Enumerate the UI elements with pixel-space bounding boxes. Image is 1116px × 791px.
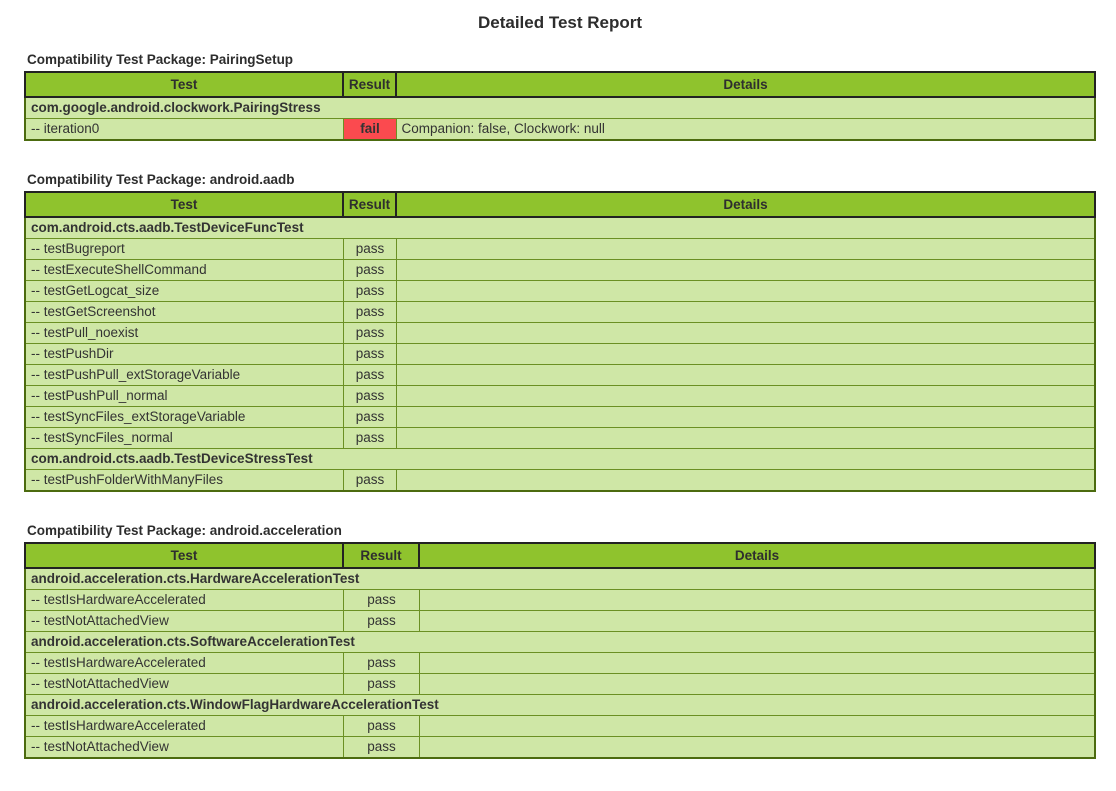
header-row: [25, 543, 1095, 568]
test-row: [25, 386, 1095, 407]
package-block: [24, 172, 1096, 492]
details-cell: [396, 323, 1095, 344]
package-caption: Compatibility Test Package: android.acceleration: [27, 523, 342, 538]
test-name-cell: -- testNotAttachedView: [25, 611, 343, 632]
result-cell: pass: [343, 428, 396, 449]
details-cell: [396, 407, 1095, 428]
details-cell: [419, 611, 1095, 632]
packages-container: [24, 52, 1096, 759]
section-name: android.acceleration.cts.SoftwareAccelerationTest: [25, 632, 1095, 653]
section-name: android.acceleration.cts.HardwareAccelerationTest: [25, 568, 1095, 590]
test-row: [25, 470, 1095, 492]
test-name-cell: -- testSyncFiles_normal: [25, 428, 343, 449]
test-row: [25, 407, 1095, 428]
section-row: [25, 217, 1095, 239]
details-cell: [396, 239, 1095, 260]
test-name-cell: -- testNotAttachedView: [25, 737, 343, 759]
section-name: com.android.cts.aadb.TestDeviceFuncTest: [25, 217, 1095, 239]
details-cell: Companion: false, Clockwork: null: [396, 119, 1095, 141]
details-cell: [396, 470, 1095, 492]
test-row: [25, 737, 1095, 759]
test-name-cell: -- testPushFolderWithManyFiles: [25, 470, 343, 492]
package-block: [24, 52, 1096, 141]
details-cell: [396, 386, 1095, 407]
section-row: [25, 568, 1095, 590]
details-cell: [396, 260, 1095, 281]
test-row: [25, 365, 1095, 386]
results-table: [24, 71, 1096, 141]
header-row: [25, 72, 1095, 97]
section-name: com.android.cts.aadb.TestDeviceStressTest: [25, 449, 1095, 470]
details-cell: [419, 674, 1095, 695]
test-name-cell: -- testSyncFiles_extStorageVariable: [25, 407, 343, 428]
details-cell: [396, 281, 1095, 302]
column-header-result: Result: [343, 72, 396, 97]
result-cell: pass: [343, 323, 396, 344]
section-row: [25, 695, 1095, 716]
result-cell: pass: [343, 653, 419, 674]
result-cell: pass: [343, 365, 396, 386]
details-cell: [396, 302, 1095, 323]
header-row: [25, 192, 1095, 217]
details-cell: [396, 428, 1095, 449]
section-row: [25, 449, 1095, 470]
result-cell: pass: [343, 302, 396, 323]
test-row: [25, 611, 1095, 632]
test-row: [25, 281, 1095, 302]
test-name-cell: -- testNotAttachedView: [25, 674, 343, 695]
test-row: [25, 344, 1095, 365]
details-cell: [419, 590, 1095, 611]
test-row: [25, 119, 1095, 141]
test-name-cell: -- testIsHardwareAccelerated: [25, 716, 343, 737]
results-table: [24, 191, 1096, 492]
package-block: [24, 523, 1096, 759]
result-cell: pass: [343, 737, 419, 759]
result-cell: pass: [343, 674, 419, 695]
test-row: [25, 674, 1095, 695]
test-name-cell: -- testPushPull_extStorageVariable: [25, 365, 343, 386]
test-name-cell: -- testPushDir: [25, 344, 343, 365]
test-row: [25, 653, 1095, 674]
page-title: Detailed Test Report: [477, 13, 643, 32]
package-caption: Compatibility Test Package: PairingSetup: [27, 52, 294, 67]
test-name-cell: -- testBugreport: [25, 239, 343, 260]
details-cell: [396, 365, 1095, 386]
column-header-result: Result: [343, 192, 396, 217]
result-cell: fail: [343, 119, 396, 141]
section-name: com.google.android.clockwork.PairingStress: [25, 97, 1095, 119]
test-row: [25, 260, 1095, 281]
test-name-cell: -- testPull_noexist: [25, 323, 343, 344]
column-header-result: Result: [343, 543, 419, 568]
details-cell: [419, 737, 1095, 759]
details-cell: [396, 344, 1095, 365]
result-cell: pass: [343, 470, 396, 492]
column-header-details: Details: [396, 72, 1095, 97]
result-cell: pass: [343, 407, 396, 428]
test-row: [25, 590, 1095, 611]
test-row: [25, 302, 1095, 323]
column-header-test: Test: [25, 543, 343, 568]
test-row: [25, 239, 1095, 260]
result-cell: pass: [343, 260, 396, 281]
result-cell: pass: [343, 716, 419, 737]
result-cell: pass: [343, 281, 396, 302]
test-row: [25, 323, 1095, 344]
column-header-test: Test: [25, 192, 343, 217]
test-name-cell: -- testGetScreenshot: [25, 302, 343, 323]
result-cell: pass: [343, 239, 396, 260]
test-row: [25, 428, 1095, 449]
section-name: android.acceleration.cts.WindowFlagHardwareAccelerationTest: [25, 695, 1095, 716]
test-name-cell: -- testExecuteShellCommand: [25, 260, 343, 281]
results-table: [24, 542, 1096, 759]
test-name-cell: -- testIsHardwareAccelerated: [25, 590, 343, 611]
column-header-details: Details: [419, 543, 1095, 568]
test-name-cell: -- iteration0: [25, 119, 343, 141]
details-cell: [419, 716, 1095, 737]
test-name-cell: -- testPushPull_normal: [25, 386, 343, 407]
result-cell: pass: [343, 344, 396, 365]
section-row: [25, 632, 1095, 653]
column-header-test: Test: [25, 72, 343, 97]
details-cell: [419, 653, 1095, 674]
result-cell: pass: [343, 590, 419, 611]
package-caption: Compatibility Test Package: android.aadb: [27, 172, 295, 187]
test-name-cell: -- testIsHardwareAccelerated: [25, 653, 343, 674]
result-cell: pass: [343, 611, 419, 632]
column-header-details: Details: [396, 192, 1095, 217]
test-name-cell: -- testGetLogcat_size: [25, 281, 343, 302]
result-cell: pass: [343, 386, 396, 407]
test-report-page: [0, 13, 1116, 775]
test-row: [25, 716, 1095, 737]
section-row: [25, 97, 1095, 119]
